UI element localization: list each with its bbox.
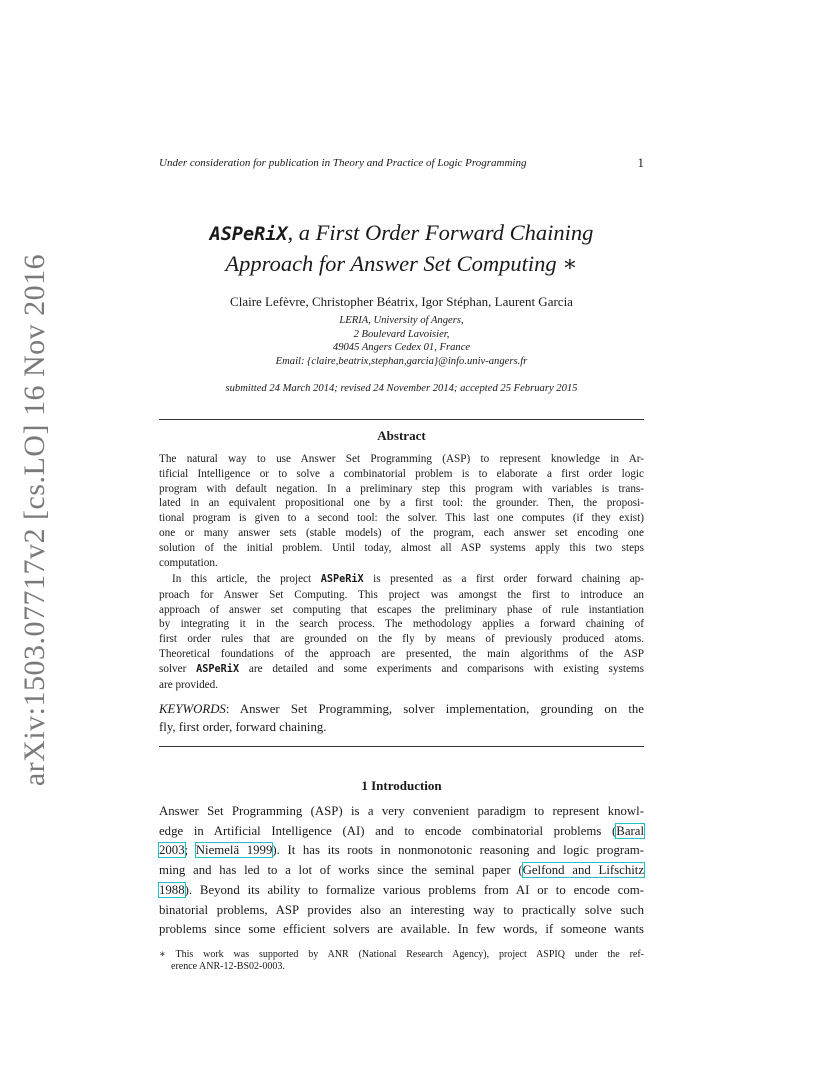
- citation-link[interactable]: 2003: [159, 843, 185, 858]
- section-heading: 1 Introduction: [361, 778, 442, 793]
- text-fragment: ). It has its roots in nonmonotonic reasoning and logic program-: [272, 843, 644, 858]
- citation-link[interactable]: Baral: [616, 823, 644, 838]
- abstract-paragraph-2: [159, 572, 644, 692]
- text-fragment: is presented as a first order forward chaining ap-: [363, 573, 644, 585]
- arxiv-identifier-stamp: arXiv:1503.07717v2 [cs.LO] 16 Nov 2016: [18, 253, 51, 787]
- author-list: Claire Lefèvre, Christopher Béatrix, Igor Stéphan, Laurent Garcia: [230, 294, 573, 309]
- paper-title: [159, 218, 644, 278]
- text-line: The natural way to use Answer Set Programming (ASP) to represent knowledge in Ar-: [159, 453, 644, 465]
- text-line: solution of the initial problem. Until today, almost all ASP systems apply this two steps: [159, 541, 644, 554]
- text-line: erence ANR-12-BS02-0003.: [171, 961, 285, 973]
- affiliation-line: 2 Boulevard Lavoisier,: [353, 328, 450, 340]
- text-line: first order rules that are grounded on the fly by means of previously produced atoms.: [159, 633, 644, 646]
- text-line: [159, 700, 644, 718]
- keywords-label: KEYWORDS: [159, 702, 226, 716]
- text-line: [159, 841, 644, 861]
- text-line: Answer Set Programming (ASP) is a very convenient paradigm to represent knowl-: [159, 804, 644, 818]
- citation-link[interactable]: 1988: [159, 882, 185, 897]
- abstract-paragraph-1: [159, 452, 644, 570]
- text-line: program with default negation. In a preliminary step this program with variables is trans-: [159, 482, 644, 495]
- title-system-name: ASPeRiX: [209, 224, 288, 245]
- affiliation-block: [159, 314, 644, 368]
- text-line: approach of answer set computing that escapes the preliminary phase of rule instantiation: [159, 603, 644, 616]
- text-line: tificial Intelligence or to solve a combinatorial problem is to elaborate a first order logic: [159, 467, 644, 480]
- text-fragment: ;: [184, 843, 196, 858]
- text-fragment: : Answer Set Programming, solver implementation, grounding on the: [225, 702, 644, 716]
- page-number: 1: [637, 155, 644, 170]
- text-line: [159, 949, 644, 961]
- footnote: [159, 949, 644, 974]
- affiliation-line: 49045 Angers Cedex 01, France: [332, 342, 471, 354]
- text-fragment: ). Beyond its ability to formalize various problems from AI or to encode com-: [184, 882, 644, 897]
- text-line: lated in an equivalent propositional one by a first tool: the grounder. Then, the proposi-: [159, 497, 644, 510]
- citation-link[interactable]: Niemelä 1999: [195, 843, 273, 858]
- text-line: [159, 662, 644, 678]
- system-name: ASPeRiX: [320, 574, 364, 585]
- text-line: tional program is given to a second tool: the solver. This last one computes (if they exist): [159, 512, 644, 525]
- title-line-1-rest: , a First Order Forward Chaining: [287, 220, 594, 245]
- footnote-marker: ∗: [159, 949, 166, 960]
- submission-dates: submitted 24 March 2014; revised 24 November 2014; accepted 25 February 2015: [225, 383, 578, 394]
- affiliation-line: LERIA, University of Angers,: [339, 315, 464, 326]
- text-fragment: are detailed and some experiments and comparisons with existing systems: [239, 662, 644, 675]
- text-line: fly, first order, forward chaining.: [159, 720, 327, 734]
- text-line: [159, 881, 644, 901]
- keywords: [159, 700, 644, 736]
- text-line: [159, 572, 644, 588]
- text-line: [159, 861, 644, 881]
- citation-link[interactable]: Gelfond and Lifschitz: [522, 863, 645, 878]
- text-line: by integrating it in the search process. The methodology applies a forward chaining of: [159, 618, 644, 631]
- text-line: computation.: [159, 556, 218, 569]
- text-line: binatorial problems, ASP provides also an interesting way to practically solve such: [159, 902, 644, 917]
- abstract-heading: Abstract: [377, 428, 426, 443]
- text-line: [159, 822, 644, 842]
- text-line: are provided.: [159, 678, 219, 691]
- text-line: one or many answer sets (stable models) of the program, each answer set encoding one: [159, 526, 644, 539]
- text-line: Theoretical foundations of the approach are presented, the main algorithms of the ASP: [159, 647, 644, 660]
- text-line: problems since some efficient solvers are available. In few words, if someone wants: [159, 922, 644, 937]
- text-fragment: edge in Artificial Intelligence (AI) and to encode combinatorial problems (: [159, 823, 617, 838]
- running-head: Under consideration for publication in Theory and Practice of Logic Programming: [159, 157, 527, 169]
- email-line: Email: {claire,beatrix,stephan,garcia}@info.univ-angers.fr: [275, 355, 528, 367]
- text-fragment: In this article, the project: [172, 573, 321, 585]
- title-line-2: Approach for Answer Set Computing ∗: [225, 251, 578, 276]
- introduction-paragraph: [159, 802, 644, 940]
- title-line-1: [159, 218, 644, 249]
- system-name: ASPeRiX: [196, 663, 240, 675]
- text-line: proach for Answer Set Computing. This project was amongst the first to introduce an: [159, 588, 644, 601]
- abstract-bottom-rule: [159, 746, 644, 747]
- text-fragment: solver: [159, 662, 197, 675]
- text-fragment: This work was supported by ANR (National Research Agency), project ASPIQ under the ref-: [165, 949, 644, 960]
- abstract-top-rule: [159, 419, 644, 420]
- text-fragment: ming and has led to a lot of works since the seminal paper (: [159, 863, 523, 878]
